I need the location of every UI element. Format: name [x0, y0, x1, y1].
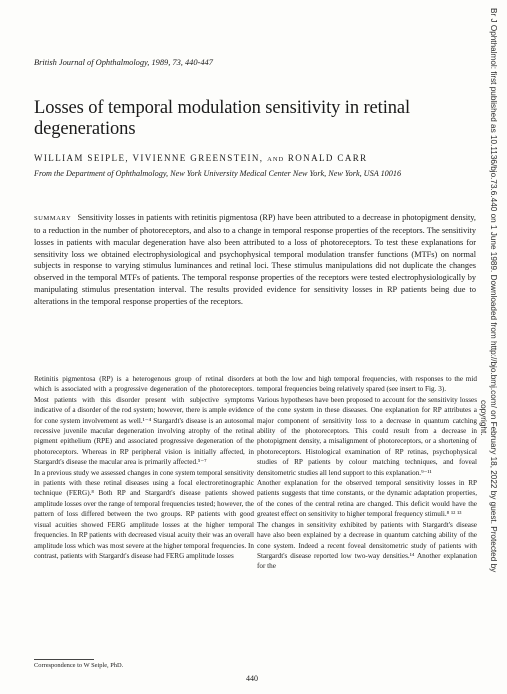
author-list	[34, 153, 368, 163]
affiliation: From the Department of Ophthalmology, New York University Medical Center New York, New York, USA 10016	[34, 169, 402, 178]
authors-part-2: RONALD CARR	[287, 153, 368, 163]
journal-citation: British Journal of Ophthalmology, 1989, 73, 440-447	[34, 58, 213, 67]
side-download-notice: Br J Ophthalmol: first published as 10.1136/bjo.73.6.440 on 1 June 1989. Downloaded from http://bjo.bmj.com/ on February 18, 2022 by guest. Protected by	[489, 8, 498, 573]
body-column-left: Retinitis pigmentosa (RP) is a heterogenous group of retinal disorders which is associated with a progressive degeneration of the photoreceptors. Most patients with this disorder present with subjective symptoms indicative of a disorder of the rod system; however, there is ample evidence for cone system involvement as well.¹⁻⁴ Stargardt's disease is an autosomal recessive juvenile macular degeneration involving atrophy of the retinal pigment epithelium (RPE) and associated progressive degeneration of the photoreceptors. Whereas in RP peripheral vision is initially affected, in Stargardt's disease the macular area is primarily affected.⁵⁻⁷ In a previous study we assessed changes in cone system temporal sensitivity in patients with these retinal diseases using a focal electroretinographic technique (FERG).⁸ Both RP and Stargardt's disease patients showed amplitude losses over the range of temporal frequencies tested; however, the pattern of loss differed between the two groups. RP patients with good visual acuities showed FERG amplitude losses at the higher temporal frequencies. In RP patients with decreased visual acuity their was an overall amplitude loss which was most severe at the higher temporal frequencies. In contrast, patients with Stargardt's disease had FERG amplitude losses	[34, 375, 254, 560]
side-copyright-notice: copyright.	[479, 400, 488, 436]
article-title: Losses of temporal modulation sensitivity in retinal degenerations	[34, 98, 411, 139]
authors-and: AND	[267, 156, 285, 163]
footnote-rule	[34, 659, 94, 660]
page-number: 440	[246, 674, 258, 683]
authors-part-1: WILLIAM SEIPLE, VIVIENNE GREENSTEIN,	[34, 153, 264, 163]
body-column-right: at both the low and high temporal frequencies, with responses to the mid temporal frequencies being relatively spared (see insert to Fig. 3). Various hypotheses have been proposed to account for the sensitivity losses of the cone system in these diseases. One explanation for RP attributes a major component of sensitivity loss to a decrease in quantum catching ability of the photoreceptors. This could result from a decrease in photopigment density, a misalignment of photoreceptors, or a shortening of photoreceptors. Histological examination of RP retinas, psychophysical studies of RP patients by colour matching techniques, and foveal densitometric studies all lend support to this explanation.⁹⁻¹¹ Another explanation for the observed temporal sensitivity losses in RP patients suggests that time constants, or the dynamic adaptation properties, of the cones of the central retina are changed. This deficit would have the greatest effect on sensitivity to higher temporal frequency stimuli.⁸ ¹² ¹³ The changes in sensitivity exhibited by patients with Stargardt's disease have also been explained by a decrease in quantum catching ability of the cone system. Indeed a recent foveal densitometric study of patients with Stargardt's disease reported low two-way densities.¹⁴ Another explanation for the	[257, 375, 477, 571]
abstract	[34, 212, 476, 308]
abstract-text: Sensitivity losses in patients with retinitis pigmentosa (RP) have been attributed to a decrease in photopigment density, to a reduction in the number of photoreceptors, and also to a change in temporal response properties of the receptors. The sensitivity losses in patients with macular degeneration have also been attributed to a loss of photoreceptors. To test these explanations for sensitivity loss we obtained electrophysiological and psychophysical temporal modulation transfer functions (MTFs) on normal subjects in response to varying stimulus luminances and retinal loci. These stimulus manipulations did not duplicate the changes observed in the temporal MTFs of patients. The temporal response properties of the receptors were tested electrophysiologically by manipulating stimulus presentation interval. The results provided evidence for sensitivity losses in RP patients being due to alterations in the temporal response properties of the receptors.	[34, 213, 476, 306]
correspondence-note: Correspondence to W Seiple, PhD.	[34, 662, 124, 669]
abstract-label: SUMMARY	[34, 215, 72, 222]
